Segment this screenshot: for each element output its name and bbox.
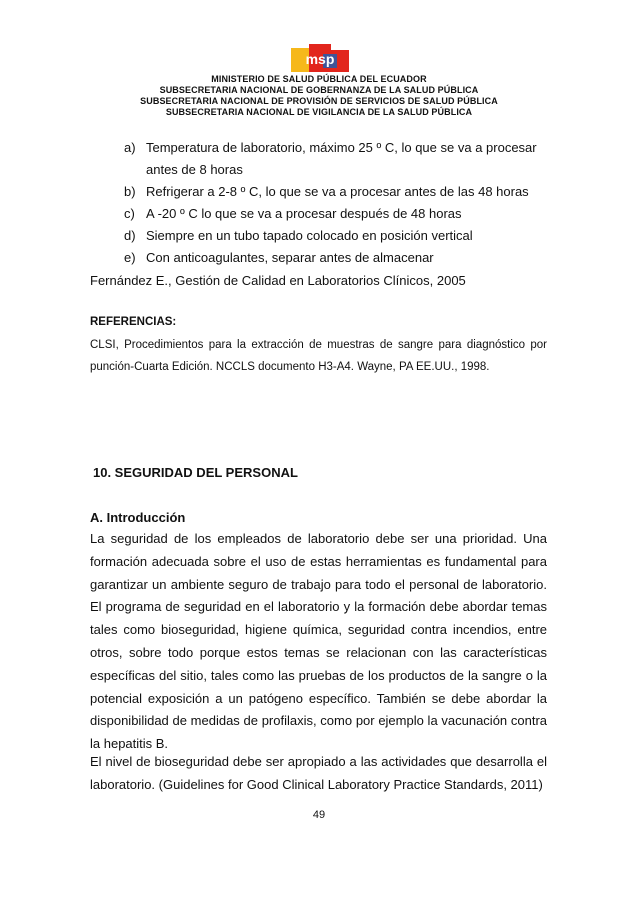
list-item-text: Siempre en un tubo tapado colocado en posición vertical xyxy=(146,228,473,243)
document-header xyxy=(0,74,638,118)
intro-paragraph xyxy=(90,528,547,756)
list-item-text: Refrigerar a 2-8 º C, lo que se va a procesar antes de las 48 horas xyxy=(146,184,529,199)
paragraph-line: El nivel de bioseguridad debe ser apropiado a las actividades que desarrolla el xyxy=(90,754,547,769)
paragraph-line: laboratorio. (Guidelines for Good Clinical Laboratory Practice Standards, 2011) xyxy=(90,776,543,792)
list-item xyxy=(124,137,554,181)
paragraph-line: potencial exposición a un patógeno específico. También se debe abordar la xyxy=(90,690,547,706)
page-number: 49 xyxy=(312,809,326,821)
section-heading: 10. SEGURIDAD DEL PERSONAL xyxy=(93,465,298,480)
list-item xyxy=(124,203,554,225)
references-line: CLSI, Procedimientos para la extracción de muestras de sangre para diagnóstico por xyxy=(90,339,547,351)
list-marker: c) xyxy=(124,206,135,221)
list-item xyxy=(124,181,554,203)
list-marker: e) xyxy=(124,250,136,265)
header-line-ministry: MINISTERIO DE SALUD PÚBLICA DEL ECUADOR xyxy=(211,74,427,84)
paragraph-line: específicas del sitio, tales como las pruebas de los productos de la sangre o la xyxy=(90,667,547,683)
header-line-governance: SUBSECRETARIA NACIONAL DE GOBERNANZA DE LA SALUD PÚBLICA xyxy=(159,85,479,95)
list-item-text: Temperatura de laboratorio, máximo 25 º C, lo que se va a procesar xyxy=(146,140,537,155)
paragraph-line: garantizar un ambiente seguro de trabajo para todo el personal de laboratorio. xyxy=(90,576,547,592)
paragraph-line: El programa de seguridad en el laboratorio y la formación debe abordar temas xyxy=(90,599,547,615)
header-line-surveillance: SUBSECRETARIA NACIONAL DE VIGILANCIA DE LA SALUD PÚBLICA xyxy=(165,107,473,117)
references-body xyxy=(90,334,547,378)
header-line-provision: SUBSECRETARIA NACIONAL DE PROVISIÓN DE SERVICIOS DE SALUD PÚBLICA xyxy=(140,96,498,106)
paragraph-line: La seguridad de los empleados de laboratorio debe ser una prioridad. Una xyxy=(90,531,547,546)
citation: Fernández E., Gestión de Calidad en Laboratorios Clínicos, 2005 xyxy=(90,273,466,288)
storage-list xyxy=(124,137,554,269)
references-heading: REFERENCIAS: xyxy=(90,316,177,328)
paragraph-line: disponibilidad de medidas de profilaxis, como por ejemplo la vacunación contra xyxy=(90,713,547,729)
paragraph-line: formación adecuada sobre el uso de estas herramientas es fundamental para xyxy=(90,553,547,569)
section-subheading: A. Introducción xyxy=(90,510,186,525)
paragraph-line: otros, sobre todo porque estos temas se relacionan con las características xyxy=(90,644,547,660)
paragraph-line: la hepatitis B. xyxy=(90,736,169,752)
list-marker: a) xyxy=(124,140,136,155)
logo-text: msp xyxy=(305,51,335,67)
list-marker: b) xyxy=(124,184,136,199)
references-line: punción-Cuarta Edición. NCCLS documento H3-A4. Wayne, PA EE.UU., 1998. xyxy=(90,361,490,373)
msp-logo xyxy=(291,44,349,72)
list-marker: d) xyxy=(124,228,136,243)
list-item-text: Con anticoagulantes, separar antes de almacenar xyxy=(146,250,434,265)
paragraph-line: tales como bioseguridad, higiene química, seguridad contra incendios, entre xyxy=(90,622,547,638)
list-item xyxy=(124,225,554,247)
list-item xyxy=(124,247,554,269)
list-item-continuation: antes de 8 horas xyxy=(146,162,243,177)
biosafety-paragraph xyxy=(90,751,547,797)
list-item-text: A -20 º C lo que se va a procesar después de 48 horas xyxy=(146,206,462,221)
